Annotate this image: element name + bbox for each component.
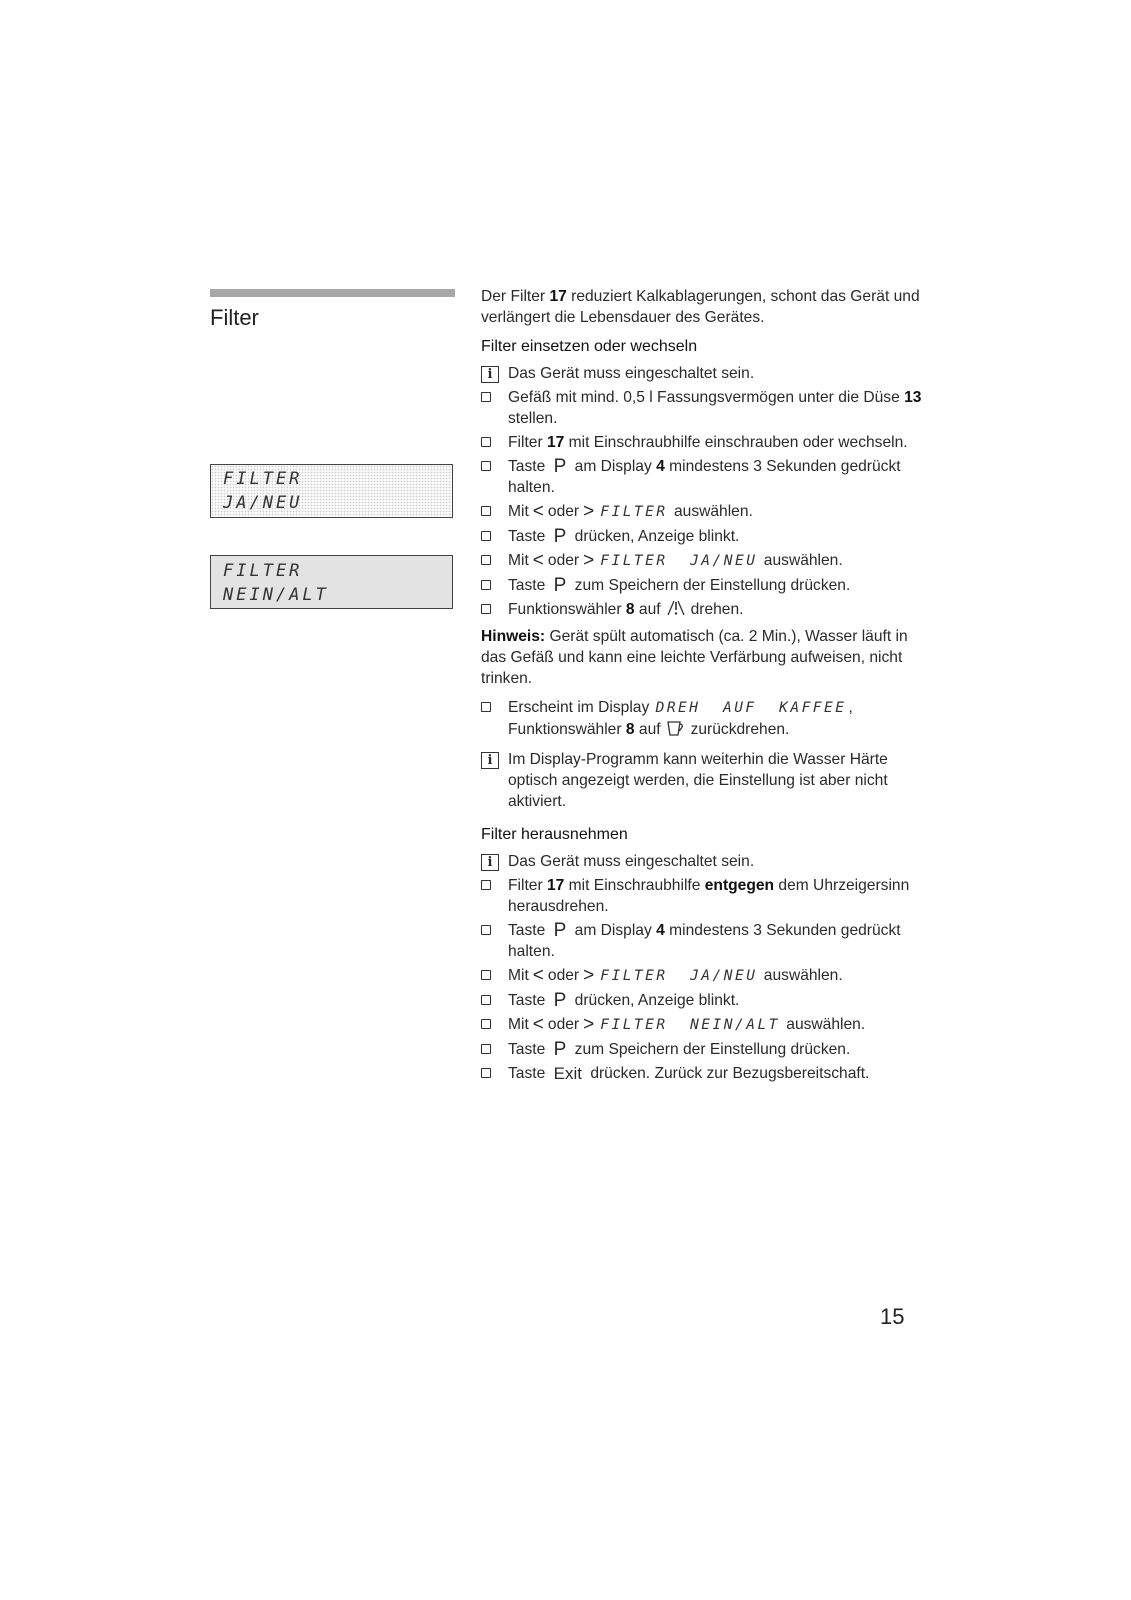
step-item: Funktionswähler 8 auf drehen. (481, 599, 931, 623)
key-right: > (583, 501, 595, 522)
step-item: Mit < oder > FILTER JA/NEU auswählen. (481, 550, 931, 572)
section-header (210, 289, 455, 332)
info-item: i Im Display-Programm kann weiterhin die Wasser Härte optisch angezeigt werden, die Einstellung ist aber nicht aktiviert. (481, 749, 931, 812)
checkbox-icon (481, 1044, 491, 1054)
checkbox-icon (481, 392, 491, 402)
key-p: P (553, 526, 567, 547)
lcd-inline-text: DREH AUF KAFFEE (655, 700, 847, 716)
step-item: Taste P zum Speichern der Einstellung drücken. (481, 575, 931, 596)
info-box-icon: i (481, 366, 499, 383)
checkbox-icon (481, 506, 491, 516)
info-item: i Das Gerät muss eingeschaltet sein. (481, 851, 931, 872)
heading-remove-filter: Filter herausnehmen (481, 826, 628, 843)
key-right: > (583, 550, 595, 571)
info-box-icon: i (481, 854, 499, 871)
lcd-inline-text: FILTER JA/NEU (600, 553, 758, 569)
key-left: < (532, 501, 544, 522)
coffee-cup-icon (666, 719, 686, 743)
checkbox-icon (481, 555, 491, 565)
key-p: P (553, 920, 567, 941)
step-item: Taste P am Display 4 mindestens 3 Sekunden gedrückt halten. (481, 920, 931, 962)
key-exit: Exit (553, 1064, 582, 1083)
key-p: P (553, 1039, 567, 1060)
rinse-symbol-icon (666, 599, 686, 623)
lcd-inline-text: FILTER JA/NEU (600, 968, 758, 984)
checkbox-icon (481, 702, 491, 712)
checkbox-icon (481, 437, 491, 447)
key-p: P (553, 456, 567, 477)
key-p: P (553, 990, 567, 1011)
lcd-line-2: NEIN/ALT (223, 585, 329, 605)
info-item: i Das Gerät muss eingeschaltet sein. (481, 363, 931, 384)
step-item: Taste P am Display 4 mindestens 3 Sekunden gedrückt halten. (481, 456, 931, 498)
lcd-display-filter-nein-alt (210, 555, 453, 609)
key-left: < (532, 550, 544, 571)
hint-paragraph: Hinweis: Gerät spült automatisch (ca. 2 Min.), Wasser läuft in das Gefäß und kann eine leichte Verfärbung aufweisen, nicht trinken. (481, 628, 908, 687)
lcd-display-filter-ja-neu (210, 464, 453, 518)
checkbox-icon (481, 970, 491, 980)
step-item: Taste P drücken, Anzeige blinkt. (481, 990, 931, 1011)
key-p: P (553, 575, 567, 596)
step-item: Mit < oder > FILTER auswählen. (481, 501, 931, 523)
key-right: > (583, 965, 595, 986)
checkbox-icon (481, 1019, 491, 1029)
heading-insert-filter: Filter einsetzen oder wechseln (481, 338, 698, 355)
key-left: < (532, 965, 544, 986)
checkbox-icon (481, 531, 491, 541)
step-item: Taste P drücken, Anzeige blinkt. (481, 526, 931, 547)
checkbox-icon (481, 995, 491, 1005)
step-item: Gefäß mit mind. 0,5 l Fassungsvermögen unter die Düse 13 stellen. (481, 387, 931, 429)
checkbox-icon (481, 1068, 491, 1078)
step-item: Filter 17 mit Einschraubhilfe einschrauben oder wechseln. (481, 432, 931, 453)
checkbox-icon (481, 880, 491, 890)
checkbox-icon (481, 925, 491, 935)
info-box-icon: i (481, 752, 499, 769)
key-left: < (532, 1014, 544, 1035)
lcd-line-1: FILTER (223, 469, 303, 489)
lcd-line-2: JA/NEU (223, 493, 303, 513)
lcd-inline-text: FILTER (600, 504, 668, 520)
lcd-inline-text: FILTER NEIN/ALT (600, 1017, 780, 1033)
key-right: > (583, 1014, 595, 1035)
page-number: 15 (880, 1304, 905, 1329)
instructions-column (481, 286, 931, 1087)
checkbox-icon (481, 461, 491, 471)
checkbox-icon (481, 580, 491, 590)
step-item: Mit < oder > FILTER JA/NEU auswählen. (481, 965, 931, 987)
step-item: Taste P zum Speichern der Einstellung drücken. (481, 1039, 931, 1060)
lcd-line-1: FILTER (223, 561, 303, 581)
step-item: Erscheint im Display DREH AUF KAFFEE , Funktionswähler 8 auf zurückdrehen. (481, 697, 931, 743)
step-item: Mit < oder > FILTER NEIN/ALT auswählen. (481, 1014, 931, 1036)
checkbox-icon (481, 604, 491, 614)
step-item: Taste Exit drücken. Zurück zur Bezugsbereitschaft. (481, 1063, 931, 1084)
section-title: Filter (210, 305, 259, 330)
intro-paragraph: Der Filter 17 reduziert Kalkablagerungen, schont das Gerät und verlängert die Lebensdauer des Gerätes. (481, 288, 920, 326)
section-bar (210, 289, 455, 297)
step-item: Filter 17 mit Einschraubhilfe entgegen dem Uhrzeigersinn herausdrehen. (481, 875, 931, 917)
